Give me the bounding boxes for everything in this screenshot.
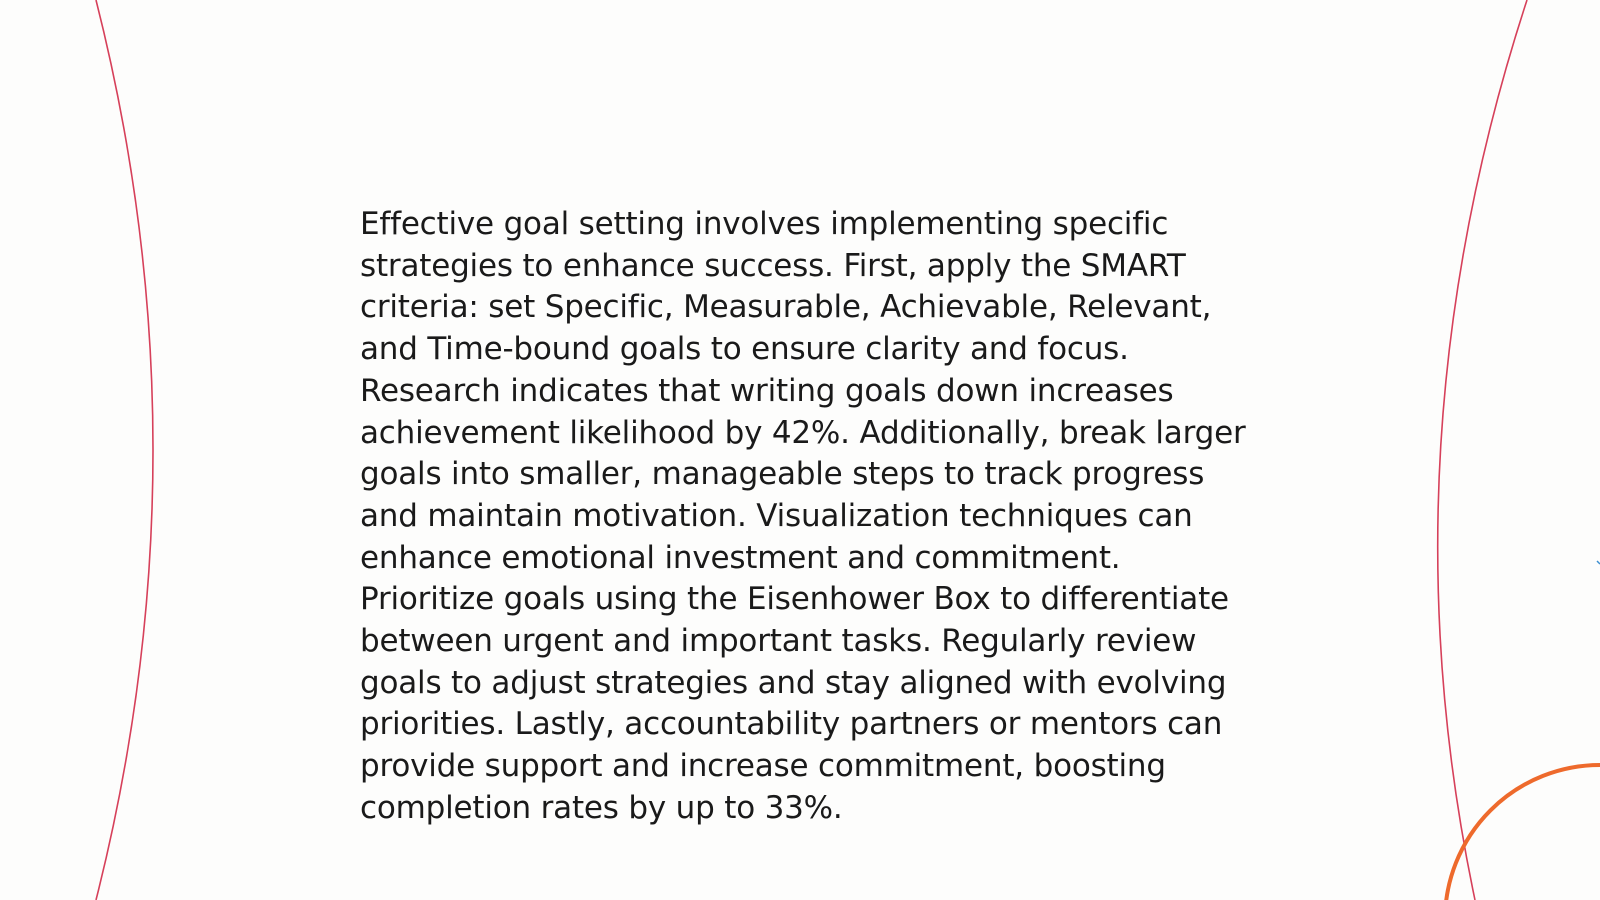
body-paragraph: Effective goal setting involves implementing specific strategies to enhance success. First, apply the SMART criteria: set Specific, Measurable, Achievable, Relevant, and Time-bound goals to ensure clarity and focus. Research indicates that writing goals down increases achievement likelihood by 42%. Additionally, break larger goals into smaller, manageable steps to track progress and maintain motivation. Visualization techniques can enhance emotional investment and commitment. Prioritize goals using the Eisenhower Box to differentiate between urgent and important tasks. Regularly review goals to adjust strategies and stay aligned with evolving priorities. Lastly, accountability partners or mentors can provide support and increase commitment, boosting completion rates by up to 33%. bbox=[360, 206, 1246, 826]
right-arc-line bbox=[1438, 0, 1527, 900]
orange-accent-arc bbox=[1445, 765, 1600, 900]
left-arc-line bbox=[96, 0, 153, 900]
